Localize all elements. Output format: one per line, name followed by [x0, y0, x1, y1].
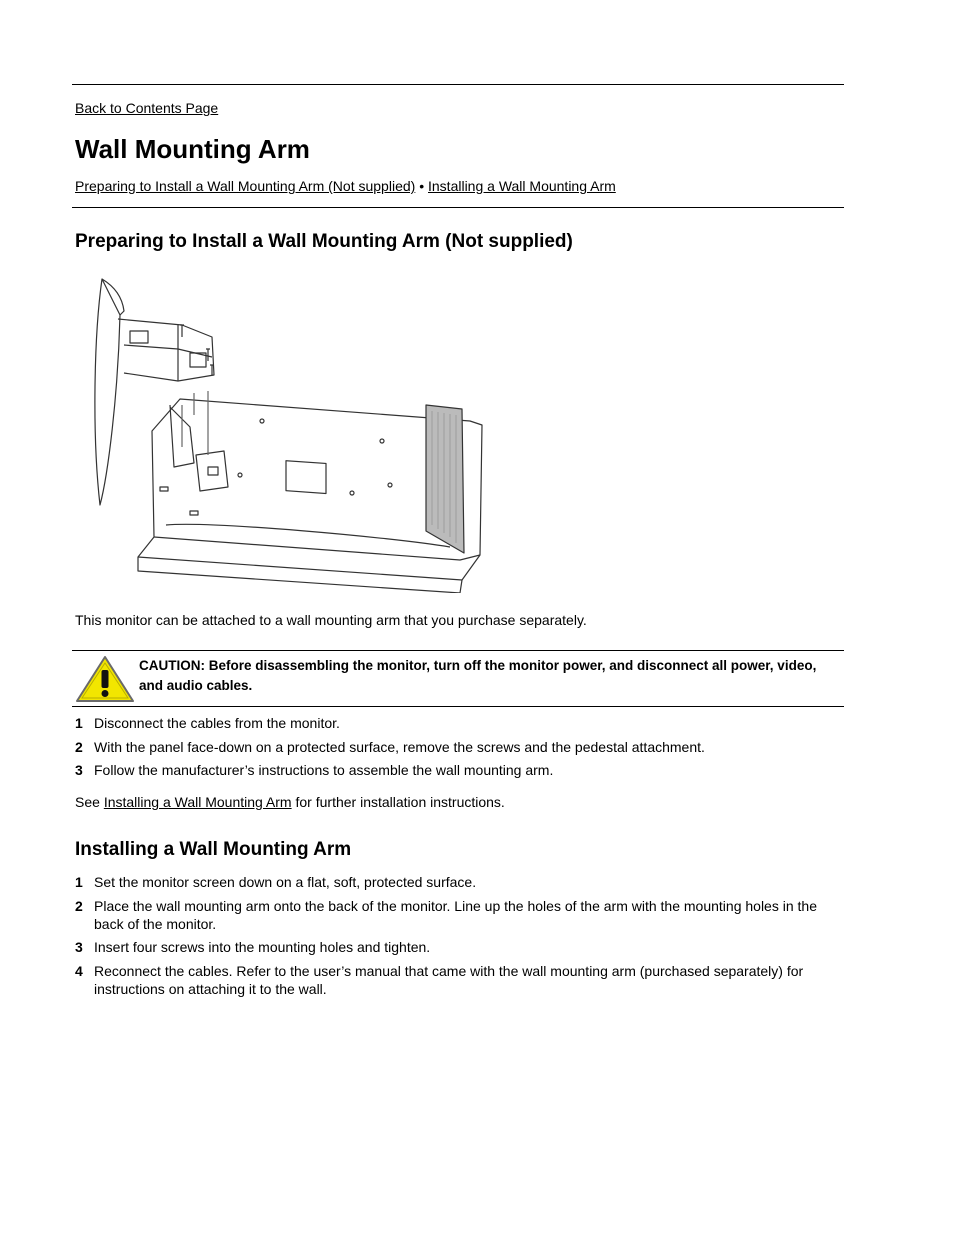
- intro-paragraph: This monitor can be attached to a wall mounting arm that you purchase separately.: [75, 612, 587, 628]
- page-title: Wall Mounting Arm: [75, 134, 310, 164]
- list-item: [75, 962, 845, 998]
- step-number: 2: [75, 897, 83, 914]
- see-prefix: See: [75, 794, 104, 810]
- list-item: [75, 897, 845, 933]
- step-text: With the panel face-down on a protected surface, remove the screws and the pedestal attachment.: [94, 738, 705, 755]
- step-text: Place the wall mounting arm onto the back of the monitor. Line up the holes of the arm with the mounting holes in the back of the monitor.: [94, 897, 817, 932]
- preparation-steps-list: [75, 714, 845, 785]
- step-number: 3: [75, 939, 83, 955]
- see-installing-link[interactable]: Installing a Wall Mounting Arm: [103, 794, 292, 810]
- caution-callout: [72, 650, 844, 707]
- step-number: 3: [75, 762, 83, 778]
- section-heading-preparing: Preparing to Install a Wall Mounting Arm (Not supplied): [75, 231, 573, 252]
- header-bottom-rule: [72, 207, 844, 208]
- list-item: [75, 938, 845, 956]
- installation-steps-list: [75, 873, 845, 1003]
- step-text: Set the monitor screen down on a flat, soft, protected surface.: [94, 874, 477, 890]
- nav-link-preparing[interactable]: Preparing to Install a Wall Mounting Arm (Not supplied): [75, 178, 416, 194]
- see-suffix: for further installation instructions.: [291, 794, 505, 810]
- see-also-paragraph: [75, 794, 505, 810]
- section-heading-installing: Installing a Wall Mounting Arm: [75, 839, 352, 860]
- list-item: [75, 761, 845, 779]
- list-item: [75, 714, 845, 732]
- section-nav: [75, 178, 616, 194]
- warning-triangle-icon: [75, 655, 135, 703]
- step-text: Follow the manufacturer’s instructions to assemble the wall mounting arm.: [94, 762, 554, 778]
- step-number: 1: [75, 715, 83, 731]
- step-text: Reconnect the cables. Refer to the user’s manual that came with the wall mounting arm (purchased separately) for instructions on attaching it to the wall.: [94, 962, 804, 997]
- step-text: Insert four screws into the mounting holes and tighten.: [94, 939, 431, 955]
- nav-link-installing[interactable]: Installing a Wall Mounting Arm: [428, 178, 616, 194]
- caution-text: CAUTION: Before disassembling the monitor, turn off the monitor power, and disconnect all power, video, and audio cables.: [139, 658, 817, 693]
- list-item: [75, 738, 845, 756]
- step-number: 4: [75, 962, 83, 979]
- back-to-contents-link[interactable]: Back to Contents Page: [75, 100, 219, 116]
- step-number: 1: [75, 874, 83, 890]
- top-rule: [72, 84, 844, 85]
- monitor-rear-illustration: [90, 275, 485, 593]
- step-text: Disconnect the cables from the monitor.: [94, 715, 340, 731]
- nav-separator: •: [415, 178, 428, 194]
- list-item: [75, 873, 845, 891]
- step-number: 2: [75, 738, 83, 755]
